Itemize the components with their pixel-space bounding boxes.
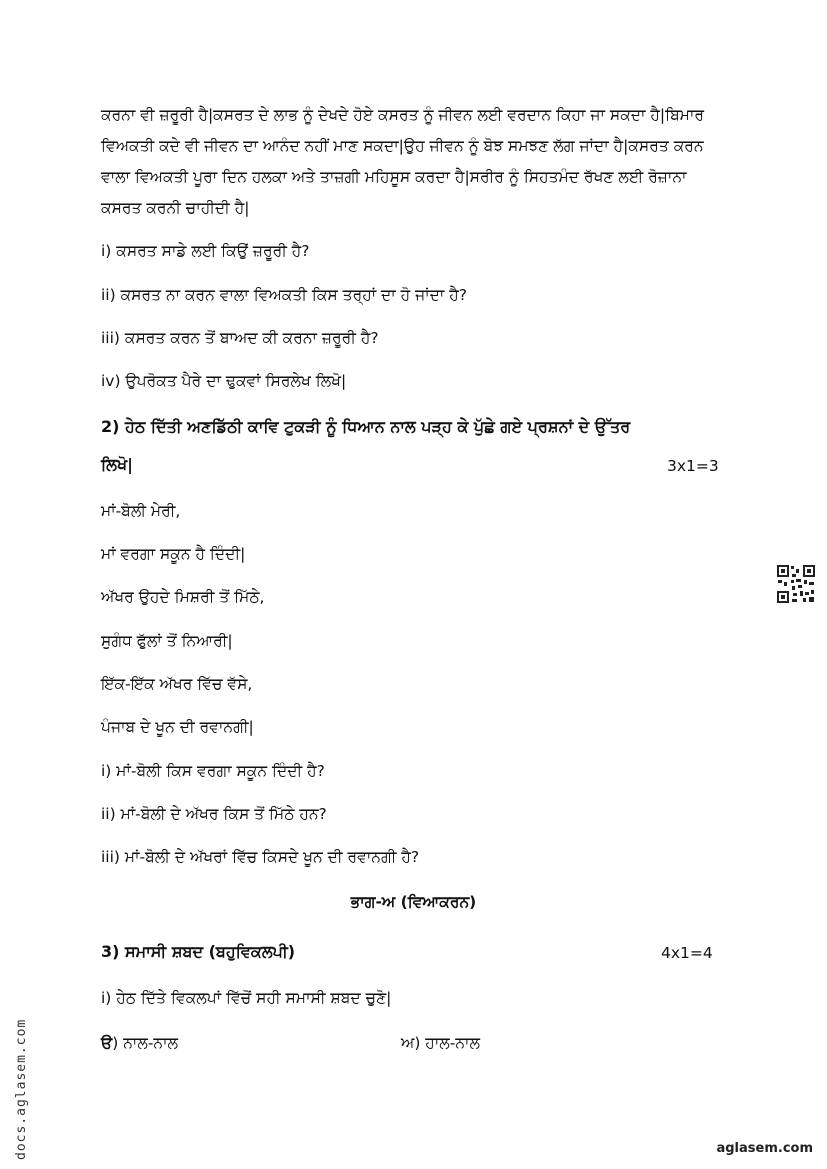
- q1-question-ii: ii) ਕਸਰਤ ਨਾ ਕਰਨ ਵਾਲਾ ਵਿਅਕਤੀ ਕਿਸ ਤਰ੍ਹਾਂ ਦਾ ਹੋ ਜਾਂਦਾ ਹੈ?: [101, 286, 467, 304]
- q2-question-iii: iii) ਮਾਂ-ਬੋਲੀ ਦੇ ਅੱਖਰਾਂ ਵਿੱਚ ਕਿਸਦੇ ਖੂਨ ਦੀ ਰਵਾਨਗੀ ਹੈ?: [101, 848, 420, 866]
- q2-marks: 3x1=3: [667, 457, 719, 475]
- poem-line: ਅੱਖਰ ਉਹਦੇ ਮਿਸ਼ਰੀ ਤੋਂ ਮਿੱਠੇ,: [101, 588, 265, 606]
- q1-question-iv: iv) ਉਪਰੋਕਤ ਪੈਰੇ ਦਾ ਢੁਕਵਾਂ ਸਿਰਲੇਖ ਲਿਖੋ|: [101, 372, 347, 390]
- poem-line: ਮਾਂ ਵਰਗਾ ਸਕੂਨ ਹੈ ਦਿੰਦੀ|: [101, 545, 246, 563]
- q2-question-ii: ii) ਮਾਂ-ਬੋਲੀ ਦੇ ਅੱਖਰ ਕਿਸ ਤੋਂ ਮਿੱਠੇ ਹਨ?: [101, 805, 327, 823]
- section-title: ਭਾਗ-ਅ (ਵਿਆਕਰਨ): [350, 893, 477, 911]
- poem-line: ਮਾਂ-ਬੋਲੀ ਮੇਰੀ,: [101, 502, 181, 520]
- q2-heading-line2: ਲਿਖੋ|: [101, 455, 133, 474]
- poem-line: ਇੱਕ-ਇੱਕ ਅੱਖਰ ਵਿੱਚ ਵੱਸੇ,: [101, 675, 253, 693]
- qr-code-icon: [776, 564, 816, 604]
- q1-question-i: i) ਕਸਰਤ ਸਾਡੇ ਲਈ ਕਿਉਂ ਜ਼ਰੂਰੀ ਹੈ?: [101, 242, 310, 260]
- option-a-letter: ੳ: [101, 1034, 113, 1052]
- q2-question-i: i) ਮਾਂ-ਬੋਲੀ ਕਿਸ ਵਰਗਾ ਸਕੂਨ ਦਿੰਦੀ ਹੈ?: [101, 762, 325, 780]
- side-watermark: docs.aglasem.com: [14, 1018, 29, 1160]
- q1-question-iii: iii) ਕਸਰਤ ਕਰਨ ਤੋਂ ਬਾਅਦ ਕੀ ਕਰਨਾ ਜ਼ਰੂਰੀ ਹੈ?: [101, 329, 379, 347]
- q3-sub-question-i: i) ਹੇਠ ਦਿੱਤੇ ਵਿਕਲਪਾਂ ਵਿੱਚੋਂ ਸਹੀ ਸਮਾਸੀ ਸ਼ਬਦ ਚੁਣੋ|: [101, 989, 392, 1007]
- poem-line: ਪੰਜਾਬ ਦੇ ਖੂਨ ਦੀ ਰਵਾਨਗੀ|: [101, 718, 254, 736]
- passage-text: ਕਰਨਾ ਵੀ ਜ਼ਰੂਰੀ ਹੈ|ਕਸਰਤ ਦੇ ਲਾਭ ਨੂੰ ਦੇਖਦੇ ਹੋਏ ਕਸਰਤ ਨੂੰ ਜੀਵਨ ਲਈ ਵਰਦਾਨ ਕਿਹਾ ਜਾ ਸਕਦਾ ਹੈ|ਬਿਮਾਰ ਵਿਅਕਤੀ ਕਦੇ ਵੀ ਜੀਵਨ ਦਾ ਆਨੰਦ ਨਹੀਂ ਮਾਣ ਸਕਦਾ|ਉਹ ਜੀਵਨ ਨੂੰ ਬੋਝ ਸਮਝਣ ਲੱਗ ਜਾਂਦਾ ਹੈ|ਕਸਰਤ ਕਰਨ ਵਾਲਾ ਵਿਅਕਤੀ ਪੂਰਾ ਦਿਨ ਹਲਕਾ ਅਤੇ ਤਾਜ਼ਗੀ ਮਹਿਸੂਸ ਕਰਦਾ ਹੈ|ਸਰੀਰ ਨੂੰ ਸਿਹਤਮੰਦ ਰੱਖਣ ਲਈ ਰੋਜ਼ਾਨਾ ਕਸਰਤ ਕਰਨੀ ਚਾਹੀਦੀ ਹੈ|: [101, 106, 705, 217]
- q3-marks: 4x1=4: [661, 944, 713, 962]
- q3-heading: 3) ਸਮਾਸੀ ਸ਼ਬਦ (ਬਹੁਵਿਕਲਪੀ): [101, 942, 296, 961]
- option-a-text: ) ਨਾਲ-ਨਾਲ: [112, 1034, 179, 1052]
- option-b: ਅ) ਹਾਲ-ਨਾਲ: [401, 1034, 480, 1052]
- poem-line: ਸੁਗੰਧ ਫੁੱਲਾਂ ਤੋਂ ਨਿਆਰੀ|: [101, 632, 233, 650]
- option-a: [101, 1034, 178, 1053]
- q2-heading-line1: 2) ਹੇਠ ਦਿੱਤੀ ਅਣਡਿੱਠੀ ਕਾਵਿ ਟੁਕੜੀ ਨੂੰ ਧਿਆਨ ਨਾਲ ਪੜ੍ਹ ਕੇ ਪੁੱਛੇ ਗਏ ਪ੍ਰਸ਼ਨਾਂ ਦੇ ਉੱਤਰ: [101, 417, 631, 436]
- bottom-watermark: aglasem.com: [716, 1141, 813, 1156]
